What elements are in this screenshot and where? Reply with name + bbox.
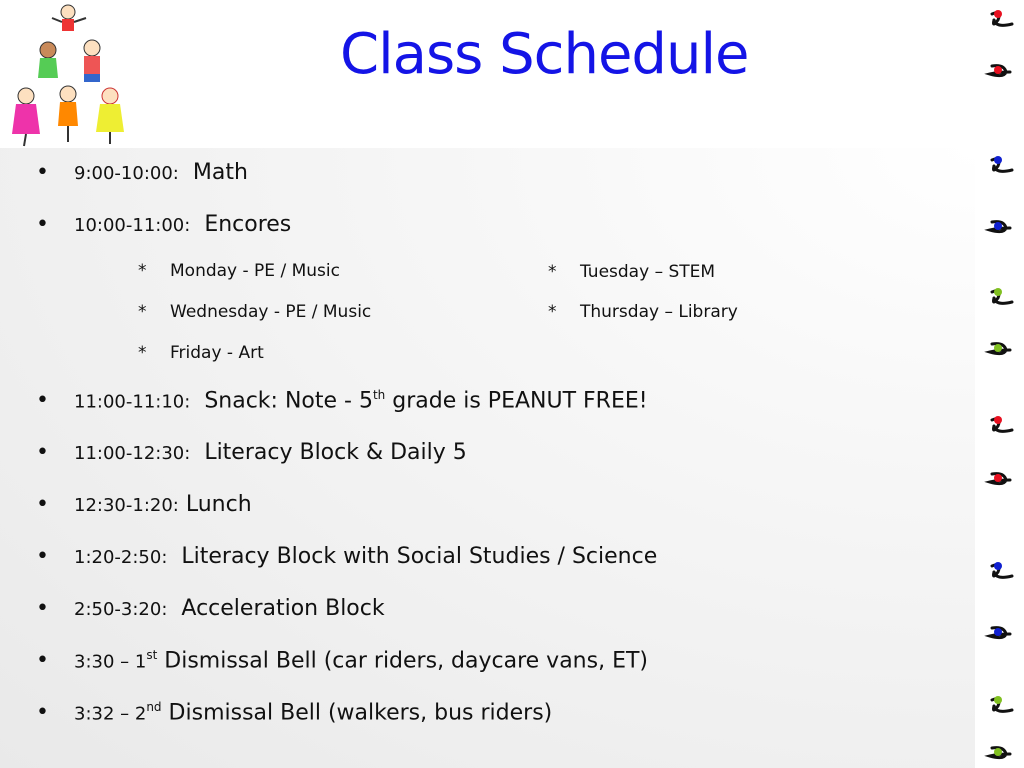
bullet-icon: • xyxy=(36,440,49,465)
encore-item: * Friday - Art xyxy=(138,343,264,363)
encore-item: * Monday - PE / Music xyxy=(138,261,340,281)
swirl-border-decoration xyxy=(978,0,1024,768)
schedule-item: • 3:32 – 2nd Dismissal Bell (walkers, bus riders) xyxy=(36,700,553,726)
schedule-item: • 3:30 – 1st Dismissal Bell (car riders, daycare vans, ET) xyxy=(36,648,648,674)
encore-item: * Thursday – Library xyxy=(548,302,738,322)
schedule-item: • 12:30-1:20: Lunch xyxy=(36,492,252,517)
schedule-item: • 2:50-3:20: Acceleration Block xyxy=(36,596,385,621)
encore-item: * Tuesday – STEM xyxy=(548,262,716,282)
bullet-icon: • xyxy=(36,596,49,621)
page-title: Class Schedule xyxy=(340,22,749,87)
bullet-icon: • xyxy=(36,544,49,569)
bullet-icon: • xyxy=(36,492,49,517)
schedule-item: • 11:00-12:30: Literacy Block & Daily 5 xyxy=(36,440,467,465)
schedule-item: • 9:00-10:00: Math xyxy=(36,160,248,185)
children-pyramid-illustration xyxy=(4,2,134,148)
bullet-icon: • xyxy=(36,700,49,726)
schedule-item: • 1:20-2:50: Literacy Block with Social Studies / Science xyxy=(36,544,658,569)
encore-item: * Wednesday - PE / Music xyxy=(138,302,372,322)
schedule-item: • 10:00-11:00: Encores xyxy=(36,212,292,237)
schedule-item: • 11:00-11:10: Snack: Note - 5th grade is PEANUT FREE! xyxy=(36,388,648,414)
bullet-icon: • xyxy=(36,212,49,237)
bullet-icon: • xyxy=(36,160,49,185)
bullet-icon: • xyxy=(36,388,49,414)
bullet-icon: • xyxy=(36,648,49,674)
